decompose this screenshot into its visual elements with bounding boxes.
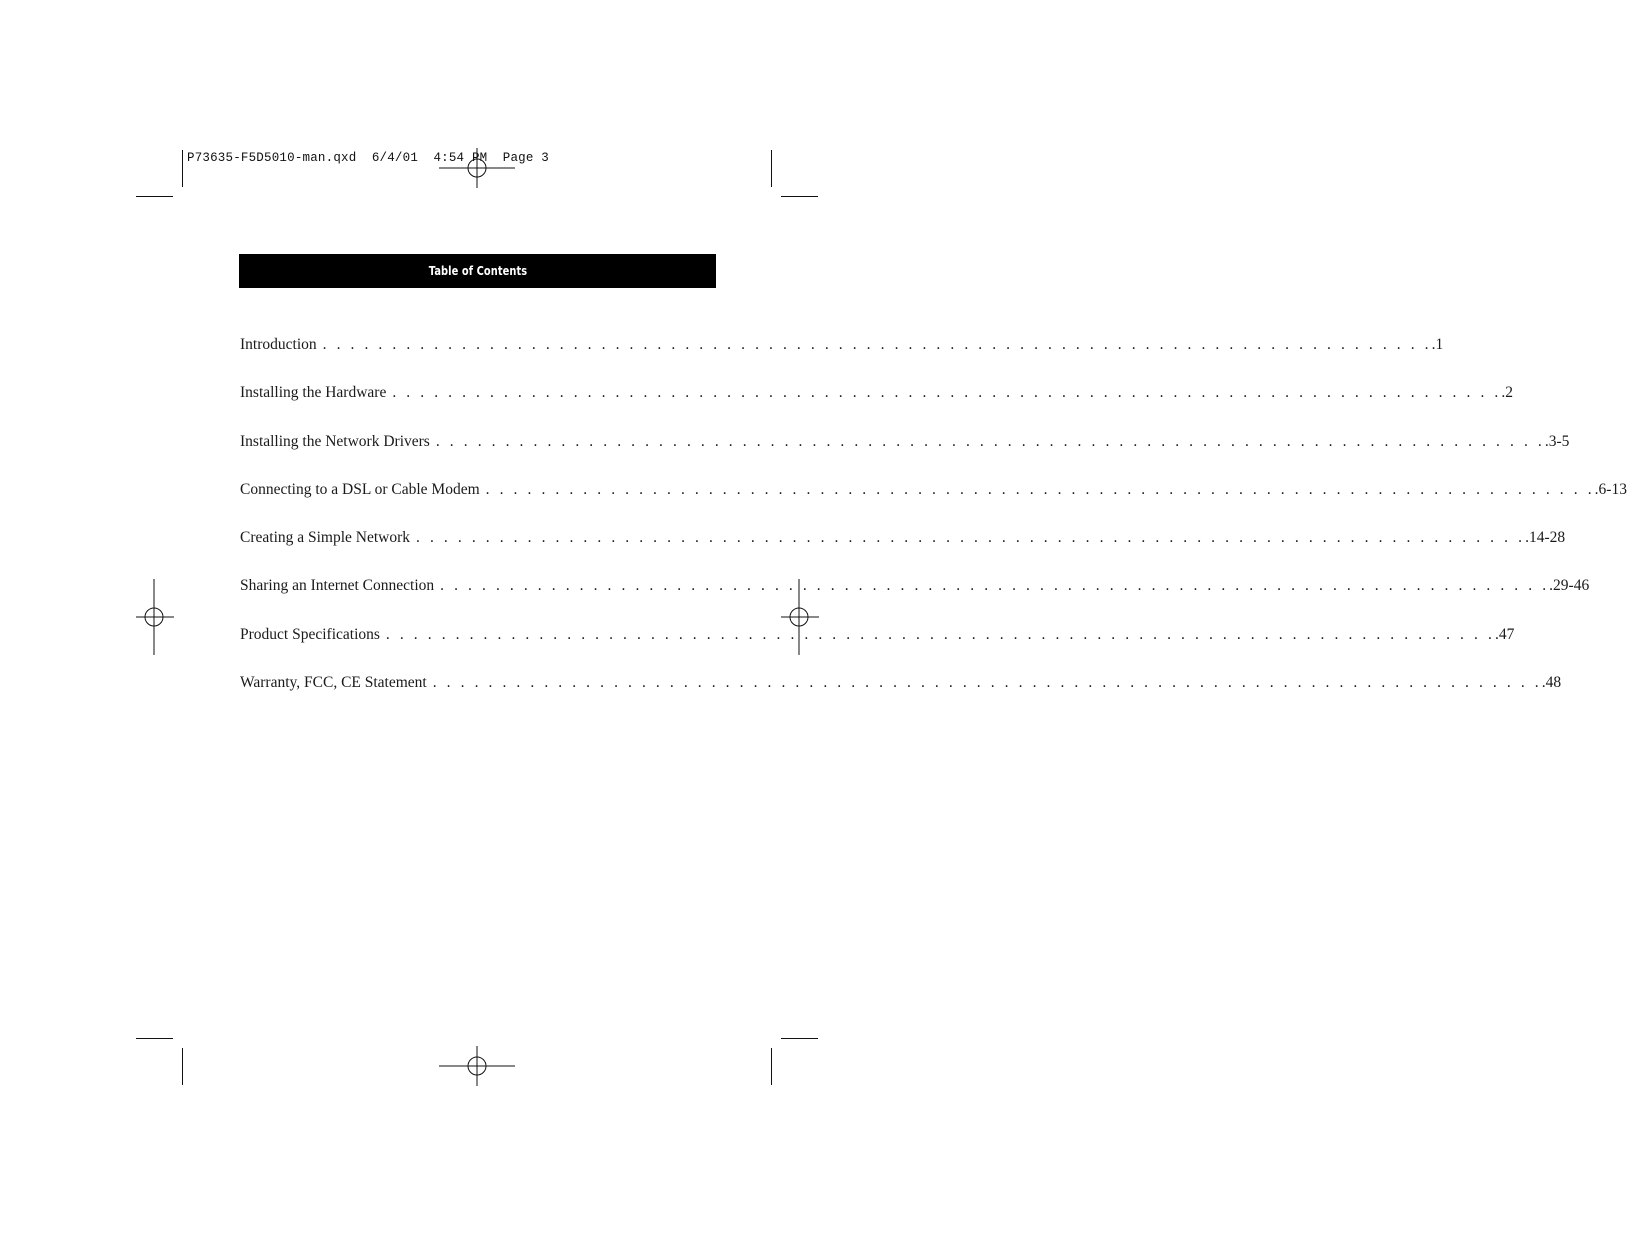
toc-entry <box>240 669 1562 717</box>
toc-entry-page: .29-46 <box>1549 577 1590 595</box>
toc-entry <box>240 572 1590 620</box>
toc-entry-label: Sharing an Internet Connection <box>240 577 435 595</box>
toc-entry-label: Creating a Simple Network <box>240 529 411 547</box>
toc-entry-label: Warranty, FCC, CE Statement <box>240 674 427 692</box>
toc-entry-page: .47 <box>1494 625 1515 643</box>
crop-mark-icon <box>182 1048 183 1085</box>
toc-entry-page: .14-28 <box>1525 529 1566 547</box>
toc-entry-page: .48 <box>1541 674 1562 692</box>
dot-leader: . . . . . . . . . . . . . . . . . . . . . . . . . . . . . . . . . . . . . . . . . . . . . . . . . . . . . . . . . . . . . . . . . . . . . . . . . . . . . . . . <box>435 432 1545 450</box>
crop-mark-icon <box>136 196 173 197</box>
crop-mark-icon <box>136 1038 173 1039</box>
toc-entry-label: Connecting to a DSL or Cable Modem <box>240 480 480 498</box>
dot-leader: . . . . . . . . . . . . . . . . . . . . . . . . . . . . . . . . . . . . . . . . . . . . . . . . . . . . . . . . . . . . . . . . . . . . . . . . . . . . . . . . <box>416 529 1526 547</box>
crop-mark-icon <box>771 1048 772 1085</box>
toc-entry <box>240 476 1627 524</box>
dot-leader: . . . . . . . . . . . . . . . . . . . . . . . . . . . . . . . . . . . . . . . . . . . . . . . . . . . . . . . . . . . . . . . . . . . . . . . . . . . . . . . . <box>440 577 1550 595</box>
page-title: Table of Contents <box>428 264 527 278</box>
registration-mark-icon <box>439 130 515 206</box>
dot-leader: . . . . . . . . . . . . . . . . . . . . . . . . . . . . . . . . . . . . . . . . . . . . . . . . . . . . . . . . . . . . . . . . . . . . . . . . . . . . . . . . <box>385 625 1495 643</box>
toc-entry-label: Product Specifications <box>240 625 380 643</box>
registration-mark-icon <box>116 579 192 655</box>
crop-mark-icon <box>781 1038 818 1039</box>
crop-mark-icon <box>781 196 818 197</box>
toc-entry <box>240 428 1570 476</box>
toc-entry-page: .1 <box>1431 336 1444 353</box>
crop-mark-icon <box>182 150 183 187</box>
toc-entry-label: Installing the Network Drivers <box>240 432 430 450</box>
crop-mark-icon <box>771 150 772 187</box>
toc-entry-label: Introduction <box>240 336 317 353</box>
toc-entry-page: .2 <box>1501 384 1513 402</box>
dot-leader: . . . . . . . . . . . . . . . . . . . . . . . . . . . . . . . . . . . . . . . . . . . . . . . . . . . . . . . . . . . . . . . . . . . . . . . . . . . . . . . . <box>432 674 1542 692</box>
toc-entry-label: Installing the Hardware <box>240 384 387 402</box>
toc-header-bar <box>239 254 716 288</box>
toc-entry-page: .3-5 <box>1544 432 1570 450</box>
dot-leader: . . . . . . . . . . . . . . . . . . . . . . . . . . . . . . . . . . . . . . . . . . . . . . . . . . . . . . . . . . . . . . . . . . . . . . . . . . . . . . . . <box>392 384 1502 402</box>
dot-leader: . . . . . . . . . . . . . . . . . . . . . . . . . . . . . . . . . . . . . . . . . . . . . . . . . . . . . . . . . . . . . . . . . . . . . . . . . . . . . . . . <box>322 336 1432 353</box>
dot-leader: . . . . . . . . . . . . . . . . . . . . . . . . . . . . . . . . . . . . . . . . . . . . . . . . . . . . . . . . . . . . . . . . . . . . . . . . . . . . . . . . <box>485 480 1595 498</box>
table-of-contents <box>240 331 1627 717</box>
toc-entry-page: .6-13 <box>1594 480 1627 498</box>
toc-entry <box>240 524 1566 572</box>
toc-entry <box>240 621 1515 669</box>
toc-entry <box>240 379 1513 427</box>
toc-entry <box>240 331 1444 379</box>
registration-mark-icon <box>439 1028 515 1104</box>
printer-slug-line: P73635-F5D5010-man.qxd 6/4/01 4:54 PM Page 3 <box>187 151 549 165</box>
